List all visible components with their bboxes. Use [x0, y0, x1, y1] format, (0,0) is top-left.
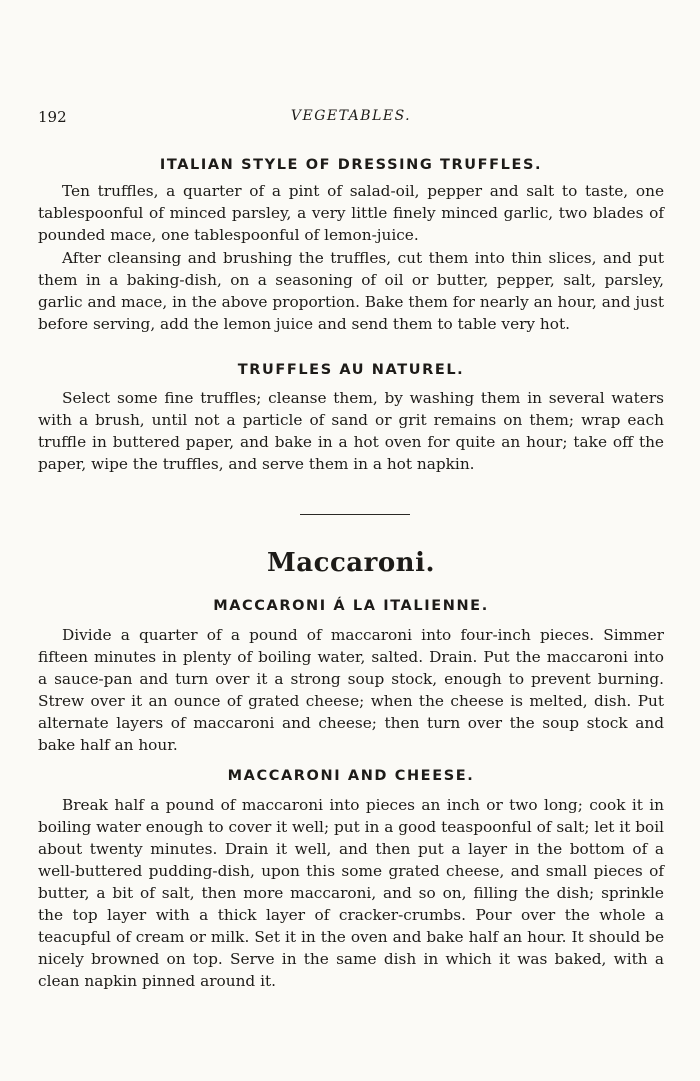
recipe-paragraph: Select some fine truffles; cleanse them, by washing them in several waters with a brush, until not a particle of sand or grit remains on them; wrap each truffle in buttered paper, and bake in a hot oven for quite an hour; take off the paper, wipe the truffles, and serve them in a hot napkin.: [38, 389, 664, 473]
section-heading: TRUFFLES AU NATUREL.: [237, 362, 465, 378]
section-maccaroni-cheese: [38, 768, 664, 992]
recipe-paragraph: Divide a quarter of a pound of maccaroni into four-inch pieces. Simmer fifteen minutes in plenty of boiling water, salted. Drain. Put the maccaroni into a sauce-pan and turn over it a strong soup stock, enough to prevent burning. Strew over it an ounce of grated cheese; when the cheese is melted, dish. Put alternate layers of maccaroni and cheese; then turn over the soup stock and bake half an hour.: [38, 626, 664, 754]
section-heading: MACCARONI Á LA ITALIENNE.: [213, 598, 489, 614]
section-italian-truffles: [38, 157, 664, 335]
chapter-title: Maccaroni.: [266, 548, 435, 578]
recipe-paragraph: Break half a pound of maccaroni into pieces an inch or two long; cook it in boiling water enough to cover it well; put in a good teaspoonful of salt; let it boil about twenty minutes. Drain it well, and then put a layer in the bottom of a well-buttered pudding-dish, upon this some grated cheese, and small pieces of butter, a bit of salt, then more maccaroni, and so on, filling the dish; sprinkle the top layer with a thick layer of cracker-crumbs. Pour over the whole a teacupful of cream or milk. Set it in the oven and bake half an hour. It should be nicely browned on top. Serve in the same dish in which it was baked, with a clean napkin pinned around it.: [38, 796, 664, 990]
running-head: [38, 108, 664, 128]
section-divider-rule: [300, 514, 410, 515]
recipe-paragraph: After cleansing and brushing the truffles, cut them into thin slices, and put them in a baking-dish, on a seasoning of oil or butter, pepper, salt, parsley, garlic and mace, in the above proportion. Bake them for nearly an hour, and just before serving, add the lemon juice and send them to table very hot.: [38, 249, 664, 333]
section-maccaroni-italienne: [38, 598, 664, 756]
section-heading: MACCARONI AND CHEESE.: [227, 768, 475, 784]
section-heading: ITALIAN STYLE OF DRESSING TRUFFLES.: [159, 157, 543, 173]
section-truffles-au-naturel: [38, 362, 664, 475]
running-title: VEGETABLES.: [290, 108, 412, 124]
page-number: 192: [38, 108, 67, 126]
recipe-paragraph: Ten truffles, a quarter of a pint of salad-oil, pepper and salt to taste, one tablespoonful of minced parsley, a very little finely minced garlic, two blades of pounded mace, one tablespoonful of lemon-juice.: [38, 182, 664, 244]
